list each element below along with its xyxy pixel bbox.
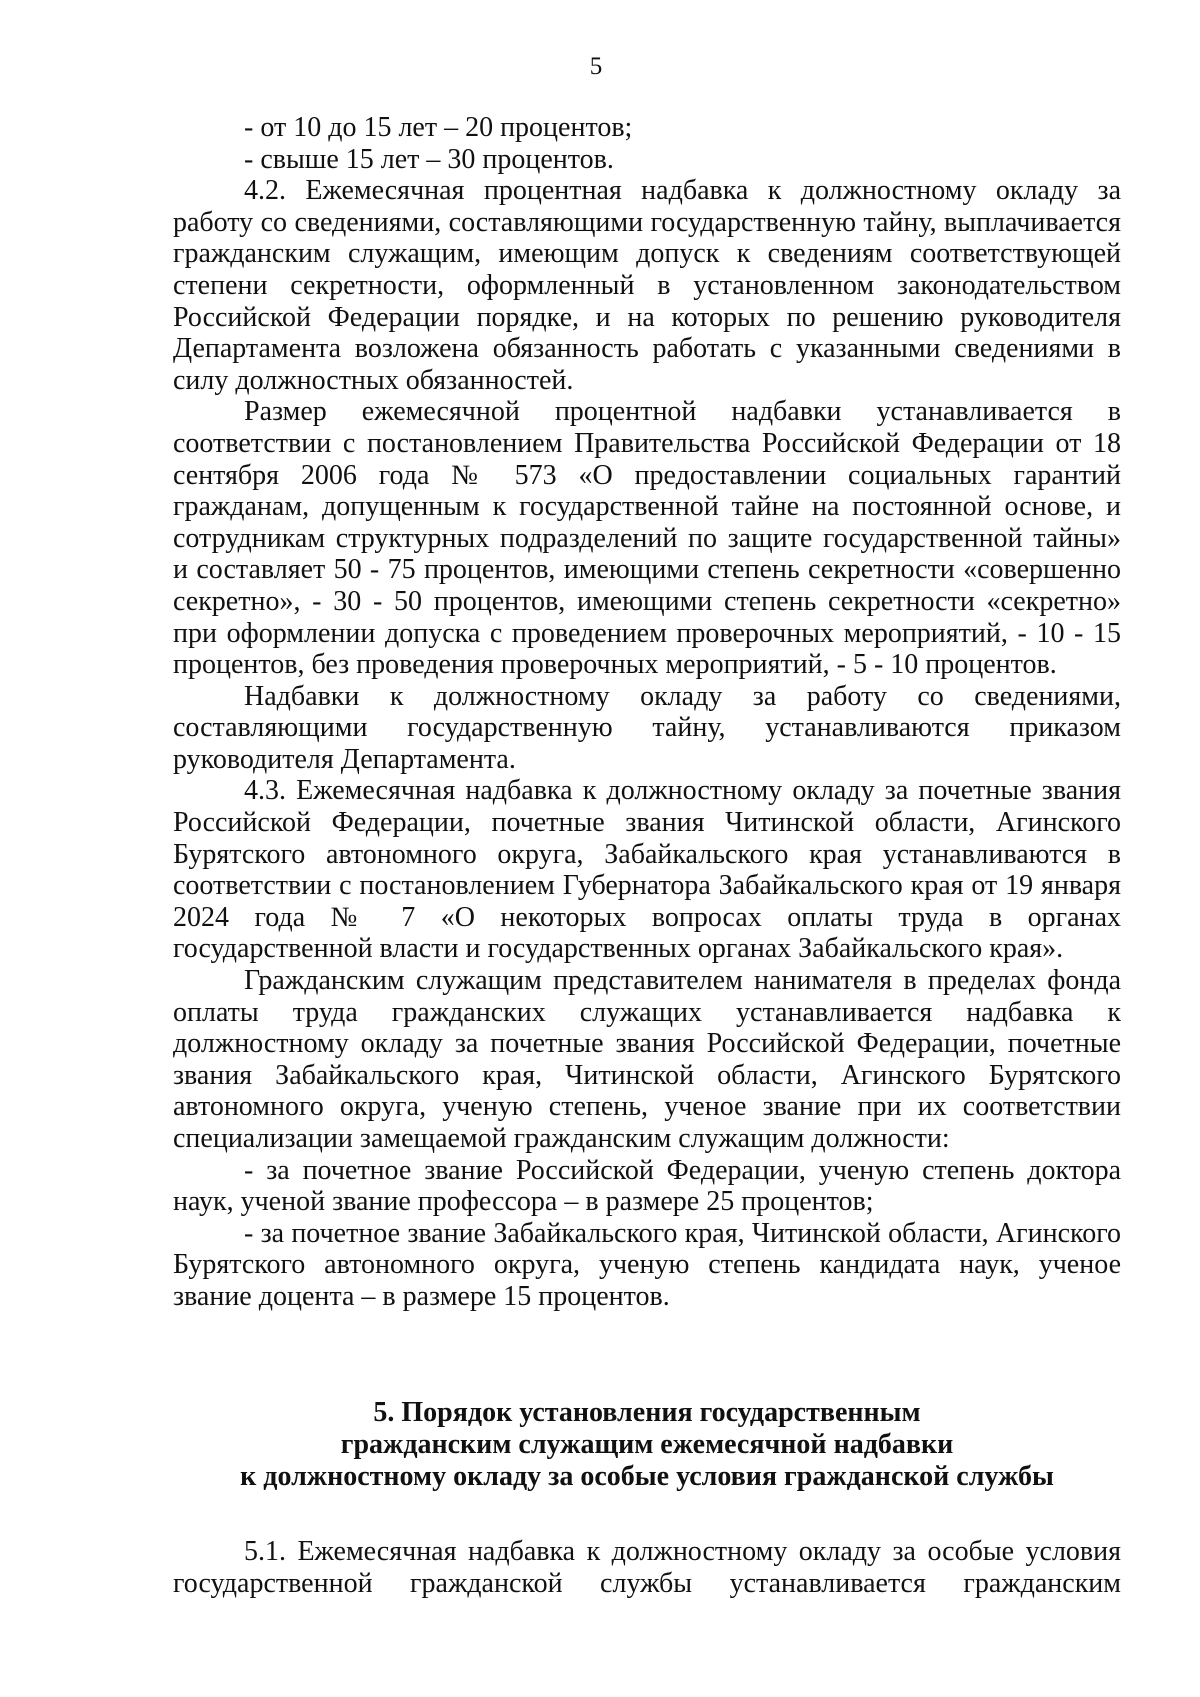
paragraph-4-2: 4.2. Ежемесячная процентная надбавка к должностному окладу за работу со сведениями, составляющими государственную тайну, выплачивается гражданским служащим, имеющим допуск к сведениям соответствующей степени секретности, оформленный в установленном законодательством Российской Федерации порядке, и на которых по решению руководителя Департамента возложена обязанность работать с указанными сведениями в силу должностных обязанностей. bbox=[173, 175, 1121, 396]
section-title-line-1: 5. Порядок установления государственным bbox=[373, 1397, 921, 1428]
paragraph-honorary-titles: Гражданским служащим представителем нанимателя в пределах фонда оплаты труда гражданских служащих устанавливается надбавка к должностному окладу за почетные звания Российской Федерации, почетные звания Забайкальского края, Читинской области, Агинского Бурятского автономного округа, ученую степень, ученое звание при их соответствии специализации замещаемой гражданским служащим должности: bbox=[173, 965, 1121, 1154]
body-text bbox=[173, 112, 1121, 1313]
paragraph-allowance-size: Размер ежемесячной процентной надбавки устанавливается в соответствии с постановлением Правительства Российской Федерации от 18 сентября 2006 года № 573 «О предоставлении социальных гарантий гражданам, допущенным к государственной тайне на постоянной основе, и сотрудникам структурных подразделений по защите государственной тайны» и составляет 50 - 75 процентов, имеющими степень секретности «совершенно секретно», - 30 - 50 процентов, имеющими степень секретности «секретно» при оформлении допуска с проведением проверочных мероприятий, - 10 - 15 процентов, без проведения проверочных мероприятий, - 5 - 10 процентов. bbox=[173, 396, 1121, 681]
paragraph-allowances-order: Надбавки к должностному окладу за работу со сведениями, составляющими государственную тайну, устанавливаются приказом руководителя Департамента. bbox=[173, 680, 1121, 775]
section-title-line-3: к должностному окладу за особые условия гражданской службы bbox=[240, 1461, 1054, 1492]
list-item-10-15-years: - от 10 до 15 лет – 20 процентов; bbox=[244, 112, 633, 143]
list-item-doctor-professor: - за почетное звание Российской Федерации, ученую степень доктора наук, ученой звание профессора – в размере 25 процентов; bbox=[173, 1154, 1121, 1218]
list-item-over-15-years: - свыше 15 лет – 30 процентов. bbox=[244, 143, 614, 175]
list-item-candidate-docent: - за почетное звание Забайкальского края, Читинской области, Агинского Бурятского автономного округа, ученую степень кандидата наук, ученое звание доцента – в размере 15 процентов. bbox=[173, 1217, 1121, 1312]
page-number: 5 bbox=[589, 53, 603, 80]
paragraph-4-3: 4.3. Ежемесячная надбавка к должностному окладу за почетные звания Российской Федерации, почетные звания Читинской области, Агинского Бурятского автономного округа, Забайкальского края устанавливаются в соответствии с постановлением Губернатора Забайкальского края от 19 января 2024 года № 7 «О некоторых вопросах оплаты труда в органах государственной власти и государственных органах Забайкальского края». bbox=[173, 775, 1121, 965]
section-title-line-2: гражданским служащим ежемесячной надбавки bbox=[340, 1429, 954, 1460]
section-5-body bbox=[173, 1536, 1121, 1599]
paragraph-5-1: 5.1. Ежемесячная надбавка к должностному окладу за особые условия государственной гражданской службы устанавливается гражданским bbox=[173, 1536, 1121, 1599]
section-5-title bbox=[173, 1397, 1121, 1493]
